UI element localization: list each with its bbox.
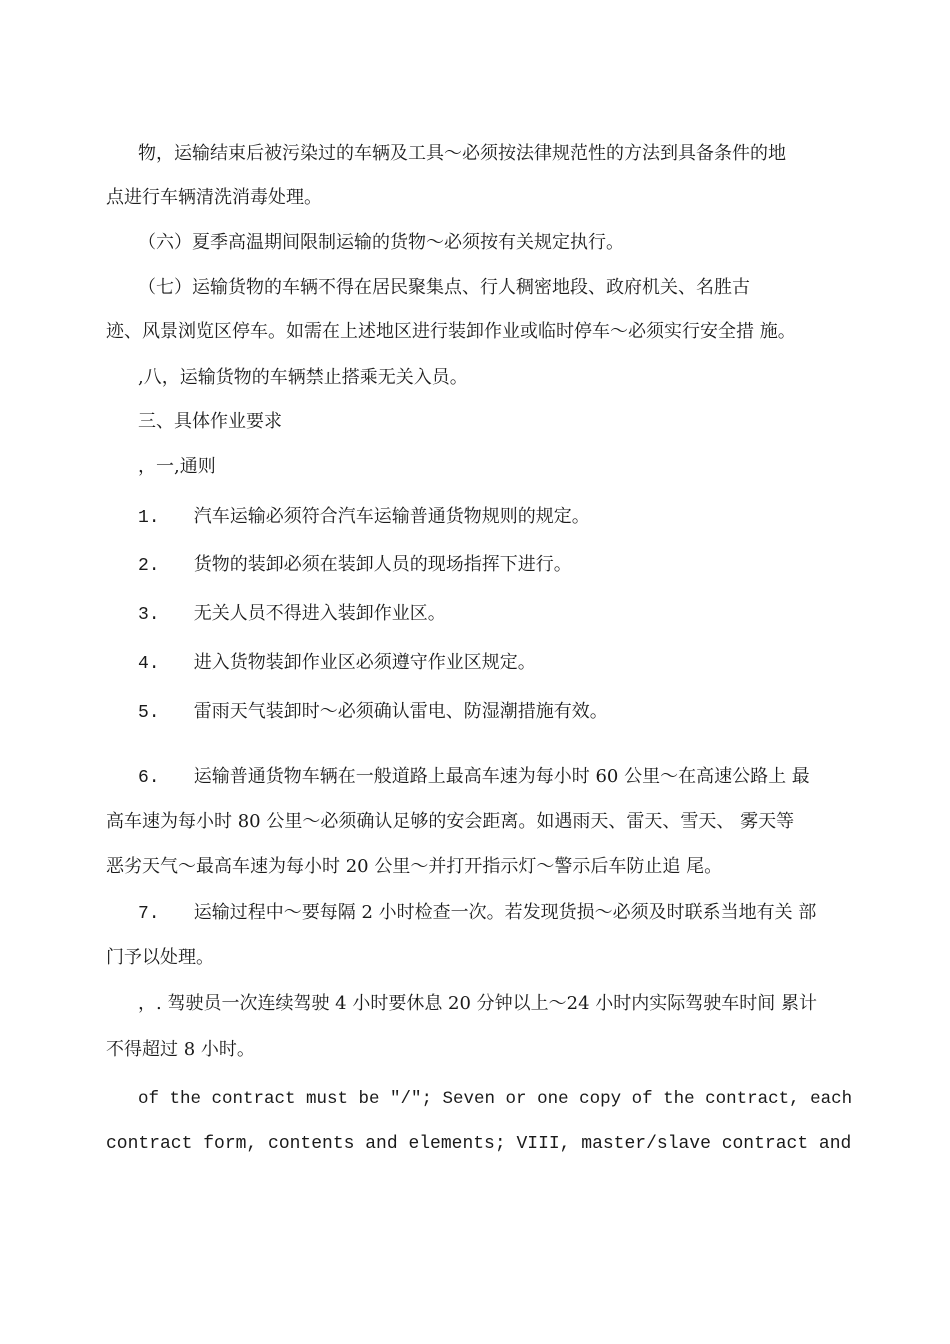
subsection-heading: ，一,通则 [138, 456, 216, 477]
list-item [138, 700, 608, 724]
paragraph-line: （七）运输货物的车辆不得在居民聚集点、行人稠密地段、政府机关、名胜古 [138, 277, 750, 298]
list-item-text: 雷雨天气装卸时〜必须确认雷电、防湿潮措施有效。 [193, 701, 608, 722]
paragraph: （六）夏季高温期间限制运输的货物〜必须按有关规定执行。 [138, 232, 624, 253]
list-item-text: 运输普通货物车辆在一般道路上最高车速为每小时 60 公里〜在高速公路上 最 [193, 766, 810, 787]
english-text-line: contract form, contents and elements; VIII, master/slave contract and [106, 1134, 852, 1154]
paragraph-line: 门予以处理。 [106, 947, 214, 968]
section-heading: 三、具体作业要求 [138, 411, 282, 432]
paragraph-line: 高车速为每小时 80 公里〜必须确认足够的安会距离。如遇雨天、雷天、雪天、 雾天等 [106, 811, 795, 832]
paragraph-line: ，. 驾驶员一次连续驾驶 4 小时要休息 20 分钟以上〜24 小时内实际驾驶车时间 累计 [138, 993, 818, 1014]
list-item [138, 602, 446, 626]
list-item-text: 运输过程中〜要每隔 2 小时检查一次。若发现货损〜必须及时联系当地有关 部 [193, 902, 817, 923]
list-item-text: 进入货物装卸作业区必须遵守作业区规定。 [193, 652, 536, 673]
english-text-line: of the contract must be "/"; Seven or one copy of the contract, each [138, 1089, 853, 1109]
paragraph-line: 恶劣天气〜最高车速为每小时 20 公里〜并打开指示灯〜警示后车防止追 尾。 [106, 856, 723, 877]
list-item [138, 651, 536, 675]
list-item-number: 5. [138, 703, 160, 723]
list-item-number: 6. [138, 768, 160, 788]
list-item-text: 汽车运输必须符合汽车运输普通货物规则的规定。 [193, 506, 590, 527]
paragraph-line: 点进行车辆清洗消毒处理。 [106, 187, 322, 208]
list-item-number: 7. [138, 904, 160, 924]
list-item-number: 1. [138, 508, 160, 528]
paragraph-line: 不得超过 8 小时。 [106, 1039, 255, 1060]
list-item-number: 4. [138, 654, 160, 674]
list-item-text: 货物的装卸必须在装卸人员的现场指挥下进行。 [193, 554, 572, 575]
list-item [138, 553, 572, 577]
list-item [138, 765, 810, 789]
list-item-text: 无关人员不得进入装卸作业区。 [193, 603, 446, 624]
list-item-number: 2. [138, 556, 160, 576]
paragraph-line: 迹、风景浏览区停车。如需在上述地区进行装卸作业或临时停车〜必须实行安全措 施。 [106, 321, 796, 342]
list-item [138, 505, 590, 529]
list-item [138, 901, 816, 925]
list-item-number: 3. [138, 605, 160, 625]
paragraph: ,八，运输货物的车辆禁止搭乘无关入员。 [138, 367, 468, 388]
paragraph-line: 物，运输结束后被污染过的车辆及工具〜必须按法律规范性的方法到具备条件的地 [138, 143, 786, 164]
